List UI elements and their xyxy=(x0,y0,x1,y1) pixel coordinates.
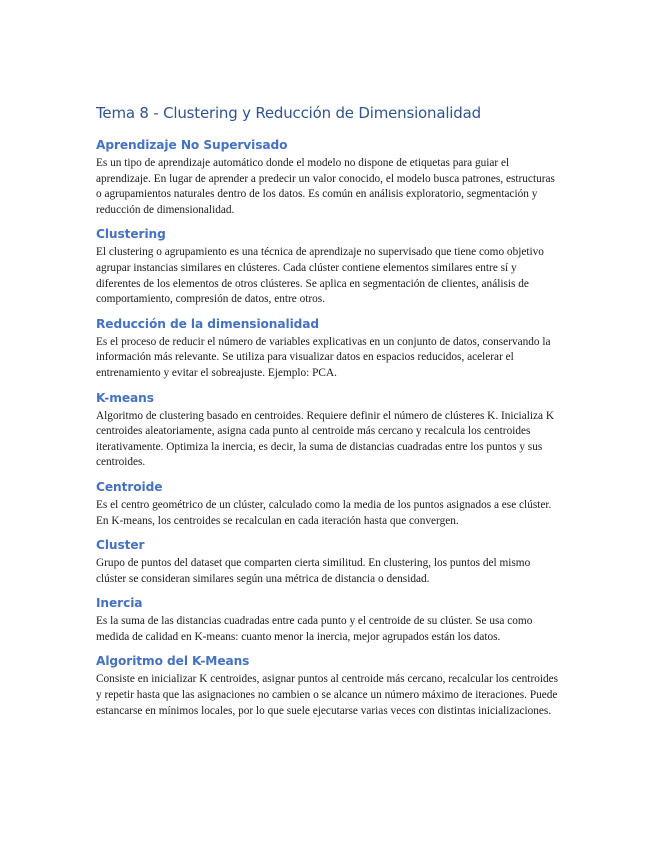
section-body: Grupo de puntos del dataset que comparten cierta similitud. En clustering, los puntos del mismo clúster se consideran similares según una métrica de distancia o densidad. xyxy=(96,557,531,585)
section-heading: Centroide xyxy=(96,479,163,494)
section-heading: Reducción de la dimensionalidad xyxy=(96,316,320,331)
section-inercia xyxy=(96,595,562,645)
document-content xyxy=(96,104,562,727)
section-heading: Clustering xyxy=(96,227,166,242)
section-heading: Inercia xyxy=(96,596,143,611)
section-heading: Aprendizaje No Supervisado xyxy=(96,138,288,152)
document-title: Tema 8 - Clustering y Reducción de Dimensionalidad xyxy=(96,104,481,122)
section-body: Consiste en inicializar K centroides, asignar puntos al centroide más cercano, recalcular los centroides y repetir hasta que las asignaciones no cambien o se alcance un número máximo de iteraciones. Puede estancarse en mínimos locales, por lo que suele ejecutarse varias veces con distintas inicializaciones. xyxy=(96,673,559,717)
section-heading: Cluster xyxy=(96,538,145,553)
section-body: Es un tipo de aprendizaje automático donde el modelo no dispone de etiquetas para guiar el aprendizaje. En lugar de aprender a predecir un valor conocido, el modelo busca patrones, estructuras o agrupamientos naturales dentro de los datos. Es común en análisis exploratorio, segmentación y reducción de dimensionalidad. xyxy=(96,157,555,216)
section-body: El clustering o agrupamiento es una técnica de aprendizaje no supervisado que tiene como objetivo agrupar instancias similares en clústeres. Cada clúster contiene elementos similares entre sí y diferentes de los elementos de otros clústeres. Se aplica en segmentación de clientes, análisis de comportamiento, compresión de datos, entre otros. xyxy=(96,246,544,306)
section-reduccion-dimensionalidad xyxy=(96,316,562,382)
section-body: Es el centro geométrico de un clúster, calculado como la media de los puntos asignados a ese clúster. En K-means, los centroides se recalculan en cada iteración hasta que convergen. xyxy=(96,498,552,527)
section-body: Es la suma de las distancias cuadradas entre cada punto y el centroide de su clúster. Se usa como medida de calidad en K-means: cuanto menor la inercia, mejor agrupados están los datos. xyxy=(96,615,533,643)
section-body: Es el proceso de reducir el número de variables explicativas en un conjunto de datos, conservando la información más relevante. Se utiliza para visualizar datos en espacios reducidos, acelerar el entrenamiento y evitar el sobreajuste. Ejemplo: PCA. xyxy=(96,335,551,379)
section-body: Algoritmo de clustering basado en centroides. Requiere definir el número de clústeres K. Inicializa K centroides aleatoriamente, asigna cada punto al centroide más cercano y recalcula los centroides iterativamente. Optimiza la inercia, es decir, la suma de distancias cuadradas entre los puntos y sus centroides. xyxy=(96,409,554,469)
section-algoritmo-k-means xyxy=(96,653,562,719)
section-aprendizaje-no-supervisado xyxy=(96,137,562,218)
section-clustering xyxy=(96,226,562,307)
section-heading: Algoritmo del K-Means xyxy=(96,654,250,669)
section-k-means xyxy=(96,390,562,471)
section-cluster xyxy=(96,537,562,587)
section-centroide xyxy=(96,479,562,529)
section-heading: K-means xyxy=(96,390,154,405)
